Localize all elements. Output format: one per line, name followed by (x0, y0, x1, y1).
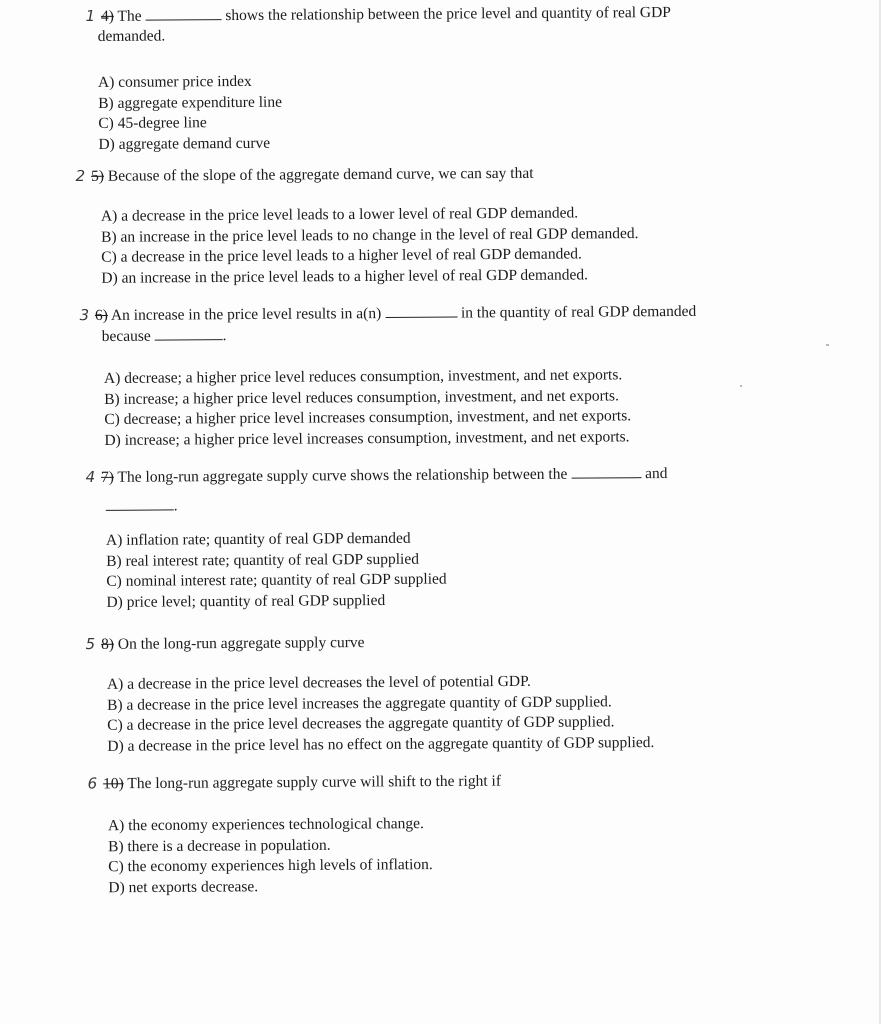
option-d: D) net exports decrease. (108, 877, 259, 896)
options-list (86, 671, 655, 757)
answer-blank (145, 5, 221, 21)
stem-text-start: The long-run aggregate supply curve will shift to the right if (127, 772, 502, 793)
original-number: 8) (101, 635, 115, 653)
handwritten-number: 4 (85, 467, 96, 487)
option-c: C) the economy experiences high levels of inflation. (108, 856, 433, 876)
option-a: A) inflation rate; quantity of real GDP demanded (105, 529, 411, 549)
option-b: B) a decrease in the price level increases the aggregate quantity of GDP supplied. (107, 692, 612, 714)
stem-period: . (173, 497, 178, 515)
stem-text-end: in the quantity of real GDP demanded (460, 302, 697, 322)
option-a: A) a decrease in the price level leads to a lower level of real GDP demanded. (100, 204, 579, 225)
option-c: C) decrease; a higher price level increases consumption, investment, and net exports. (104, 407, 632, 428)
options-list (76, 203, 639, 289)
stem-continuation: demanded. (97, 27, 166, 45)
handwritten-number: 3 (79, 306, 90, 325)
stem-continuation (80, 322, 697, 347)
option-b: B) an increase in the price level leads to no change in the level of real GDP demanded. (101, 224, 639, 246)
options-list (86, 527, 668, 613)
original-number: 5) (91, 167, 105, 185)
stem-text-start: Because of the slope of the aggregate demand curve, we can say that (107, 164, 534, 185)
options-list (86, 69, 672, 155)
stem-text-start: The long-run aggregate supply curve shows the relationship between the (117, 465, 568, 486)
question-stem (85, 2, 670, 27)
option-d: D) a decrease in the price level has no effect on the aggregate quantity of GDP supplied. (107, 733, 655, 755)
original-number: 4) (100, 7, 114, 25)
stem-text-start: On the long-run aggregate supply curve (117, 634, 365, 653)
answer-blank (571, 463, 641, 478)
question-4 (85, 463, 668, 613)
option-c: C) nominal interest rate; quantity of real GDP supplied (106, 570, 447, 590)
original-number: 7) (100, 468, 114, 486)
question-stem (79, 301, 696, 326)
option-d: D) an increase in the price level leads to a higher level of real GDP demanded. (101, 265, 589, 287)
option-c: C) a decrease in the price level decreases the aggregate quantity of GDP supplied. (107, 713, 615, 734)
original-number: 10) (103, 775, 124, 793)
stem-text-end: shows the relationship between the price level and quantity of real GDP (225, 3, 671, 25)
question-2 (76, 162, 639, 289)
option-d: D) increase; a higher price level increases consumption, investment, and net exports. (104, 427, 630, 449)
option-d: D) price level; quantity of real GDP supplied (106, 591, 386, 611)
option-a: A) decrease; a higher price level reduces consumption, investment, and net exports. (103, 366, 623, 387)
option-b: B) increase; a higher price level reduces consumption, investment, and net exports. (104, 386, 619, 408)
question-6 (88, 771, 502, 899)
stem-continuation-text: because (101, 327, 151, 345)
handwritten-number: 1 (85, 6, 96, 26)
option-c: C) 45-degree line (98, 114, 207, 132)
option-a: A) consumer price index (97, 72, 252, 91)
question-stem (85, 463, 667, 488)
scan-speck (826, 344, 829, 346)
answer-blank (385, 303, 457, 319)
question-3 (79, 301, 697, 451)
stem-text-end: and (644, 464, 668, 483)
option-a: A) the economy experiences technological change. (107, 815, 424, 835)
original-number: 6) (94, 306, 108, 325)
answer-blank-2 (106, 495, 174, 510)
option-a: A) a decrease in the price level decreases the level of potential GDP. (106, 672, 531, 693)
option-b: B) real interest rate; quantity of real GDP supplied (106, 550, 419, 570)
handwritten-number: 5 (85, 634, 96, 653)
question-stem (76, 162, 639, 187)
stem-text-start: The (117, 7, 142, 25)
stem-text-start: An increase in the price level results in a(n) (110, 305, 382, 324)
question-1 (85, 2, 671, 155)
handwritten-number: 2 (75, 166, 86, 185)
options-list (88, 814, 502, 899)
options-list (80, 365, 697, 451)
handwritten-number: 6 (87, 774, 98, 793)
scan-speck (740, 385, 742, 387)
question-stem (86, 630, 654, 655)
stem-period: . (222, 327, 227, 345)
question-stem (88, 771, 501, 795)
option-b: B) aggregate expenditure line (98, 93, 283, 112)
option-d: D) aggregate demand curve (98, 134, 271, 153)
answer-blank-2 (155, 325, 223, 340)
option-b: B) there is a decrease in population. (108, 836, 331, 855)
stem-continuation (86, 492, 668, 517)
question-5 (86, 630, 655, 757)
option-c: C) a decrease in the price level leads to a higher level of real GDP demanded. (101, 245, 582, 266)
